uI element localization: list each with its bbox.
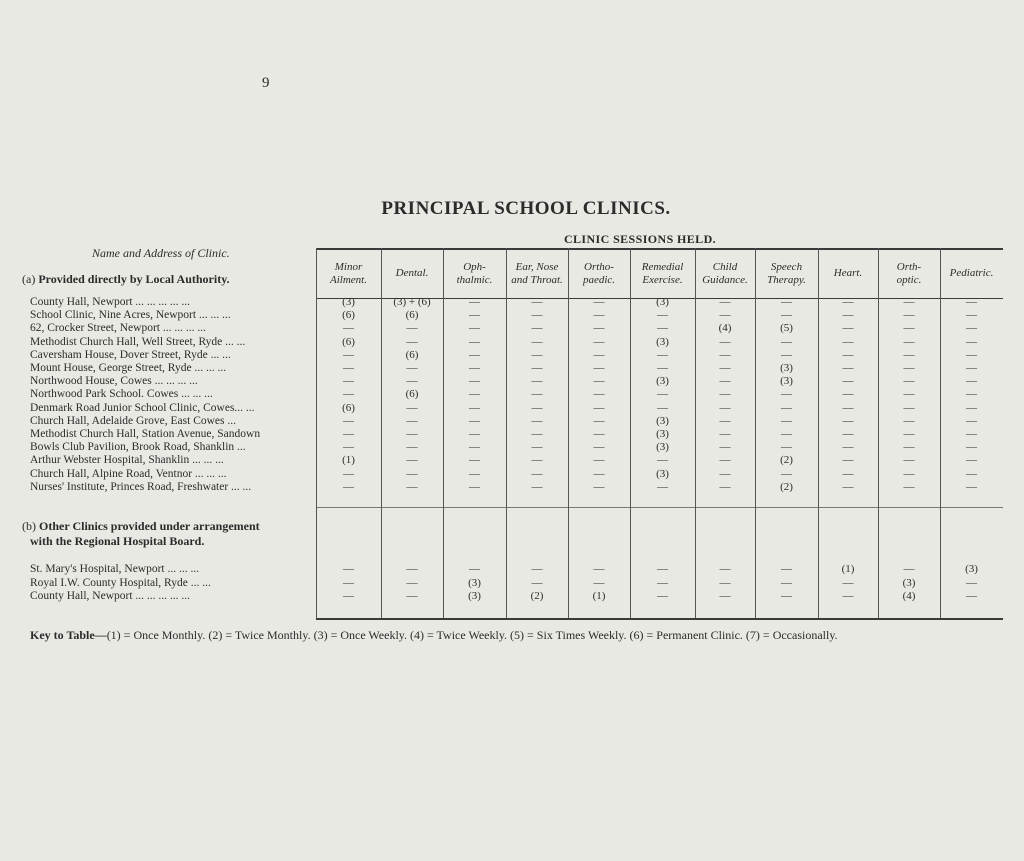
section-a-clinic-name: Denmark Road Junior School Clinic, Cowes... ... (30, 401, 255, 414)
section-a-cell: — (469, 296, 480, 308)
section-b-heading-line2: with the Regional Hospital Board. (30, 534, 205, 548)
section-a-cell: (3) (780, 375, 793, 388)
section-a-cell: — (842, 375, 854, 388)
section-a-cell: — (719, 441, 731, 454)
section-a-cell: — (343, 428, 354, 440)
section-a-cell: — (966, 348, 977, 361)
section-b-cell: — (842, 590, 854, 602)
section-a-clinic-name: Northwood Park School. Cowes ... ... ... (30, 388, 213, 401)
section-a-clinic-name: Caversham House, Dover Street, Ryde ... ... (30, 348, 231, 361)
section-b-cell: — (343, 590, 354, 602)
section-a-cell: — (719, 348, 731, 361)
section-a-cell: — (593, 296, 605, 308)
section-a-cell: — (781, 428, 792, 440)
section-a-cell: — (531, 454, 543, 467)
section-a-title: Provided directly by Local Authority. (38, 272, 230, 286)
section-a-cell: (6) (405, 309, 419, 322)
section-b-cell: — (343, 576, 354, 589)
section-b-clinic-name: St. Mary's Hospital, Newport ... ... ... (30, 563, 200, 575)
column-header (878, 261, 940, 287)
section-a-cell: — (719, 296, 731, 308)
section-a-cell: — (903, 335, 915, 348)
column-header (630, 261, 695, 287)
section-a-cell: — (903, 296, 915, 308)
section-a-cell: (6) (405, 388, 419, 401)
section-a-clinic-name: Methodist Church Hall, Well Street, Ryde ... ... (30, 335, 246, 348)
section-a-cell: — (903, 348, 915, 361)
section-a-cell: — (657, 388, 668, 401)
section-a-cell: — (593, 335, 605, 348)
section-a-cell: — (903, 467, 915, 480)
section-a-cell: — (842, 322, 854, 335)
section-a-cell: — (343, 322, 354, 335)
section-a-clinic-name: Bowls Club Pavilion, Brook Road, Shanklin ... (30, 441, 246, 454)
section-a-cell: (3) (656, 335, 669, 348)
section-a-cell: — (406, 322, 418, 335)
section-a-cell: — (719, 480, 731, 493)
column-header-line1: Ortho- (584, 261, 614, 273)
section-a-cell: — (842, 454, 854, 467)
column-header (695, 261, 755, 287)
section-a-cell: — (966, 388, 977, 401)
section-a-cell: — (966, 467, 977, 480)
section-a-cell: — (343, 441, 354, 454)
column-header-line2: paedic. (582, 274, 616, 286)
section-b-title-line1: Other Clinics provided under arrangement (39, 519, 260, 533)
section-b-cell: — (719, 576, 731, 589)
section-b-cell: (2) (530, 590, 544, 602)
column-header-line1: Remedial (641, 261, 684, 273)
section-a-cell: — (903, 428, 915, 440)
section-a-clinic-name: Mount House, George Street, Ryde ... ... ... (30, 362, 227, 374)
section-b-cell: (3) (468, 576, 481, 589)
section-a-cell: — (343, 388, 354, 401)
section-a-cell: — (343, 348, 354, 361)
section-a-cell: — (343, 414, 354, 427)
section-a-cell: — (531, 428, 543, 440)
section-a-cell: — (842, 362, 854, 374)
section-b-heading (22, 519, 260, 534)
section-a-cell: — (842, 401, 854, 414)
section-a-cell: — (781, 309, 792, 322)
section-a-cell: — (781, 414, 792, 427)
section-a-cell: — (469, 428, 480, 440)
section-a-cell: — (903, 388, 915, 401)
section-a-cell: — (593, 454, 605, 467)
section-b-cell: (3) (468, 590, 481, 602)
section-a-cell: — (781, 401, 792, 414)
section-a-cell: (3) (656, 414, 669, 427)
section-a-cell: — (842, 348, 854, 361)
section-b-cell: — (657, 563, 668, 575)
section-a-cell: — (343, 375, 354, 388)
section-b-cell: — (531, 576, 543, 589)
section-b-cell: — (657, 590, 668, 602)
section-b-cell: — (719, 590, 731, 602)
section-a-cell: — (903, 362, 915, 374)
section-a-cell: — (531, 362, 543, 374)
column-header (755, 261, 818, 287)
section-a-cell: (3) (656, 428, 669, 440)
section-a-clinic-name: Methodist Church Hall, Station Avenue, Sandown (30, 428, 261, 440)
section-a-cell: — (719, 401, 731, 414)
section-a-cell: — (406, 335, 418, 348)
section-a-cell: (6) (405, 348, 419, 361)
section-b-cell: (1) (841, 563, 855, 575)
section-a-cell: — (469, 348, 480, 361)
key-label: Key to Table— (30, 628, 107, 642)
section-a-cell: — (781, 348, 792, 361)
section-a-cell: — (406, 401, 418, 414)
column-header (443, 261, 506, 287)
section-a-cell: — (406, 441, 418, 454)
name-column-header: Name and Address of Clinic. (92, 246, 230, 260)
table-bottom-rule (316, 618, 1003, 620)
section-a-cell: — (531, 348, 543, 361)
section-a-cell: — (531, 480, 543, 493)
section-a-cell: — (531, 309, 543, 322)
section-a-cell: — (842, 388, 854, 401)
section-a-clinic-name: School Clinic, Nine Acres, Newport ... ... ... (30, 309, 231, 322)
section-a-cell: — (719, 335, 731, 348)
section-b-cell: — (781, 590, 792, 602)
section-b-cell: — (343, 563, 354, 575)
section-a-cell: — (593, 401, 605, 414)
sessions-heading: CLINIC SESSIONS HELD. (563, 232, 717, 246)
section-a-cell: — (469, 375, 480, 388)
section-a-cell: — (966, 441, 977, 454)
section-a-cell: — (469, 388, 480, 401)
column-header-line1: Pediatric. (949, 267, 994, 279)
column-header (568, 261, 630, 287)
section-a-cell: — (469, 322, 480, 335)
section-a-cell: — (842, 309, 854, 322)
section-a-cell: — (469, 335, 480, 348)
section-a-cell: — (966, 454, 977, 467)
section-b-cell: — (966, 576, 977, 589)
section-a-cell: — (469, 480, 480, 493)
column-header-line1: Minor (334, 261, 363, 273)
section-a-cell: — (469, 414, 480, 427)
section-a-cell: — (343, 467, 354, 480)
section-a-cell: — (842, 480, 854, 493)
section-a-cell: — (657, 480, 668, 493)
section-a-cell: (6) (342, 335, 355, 348)
section-b-cell: — (531, 563, 543, 575)
section-a-cell: — (966, 401, 977, 414)
section-a-cell: — (903, 414, 915, 427)
section-a-cell: — (781, 296, 792, 308)
section-b-cell: — (657, 576, 668, 589)
section-b-clinic-name: County Hall, Newport ... ... ... ... ... (30, 590, 191, 602)
section-a-cell: — (781, 335, 792, 348)
column-header (506, 261, 568, 287)
section-a-cell: — (593, 309, 605, 322)
section-a-clinic-name: 62, Crocker Street, Newport ... ... ... ... (30, 322, 206, 335)
section-a-cell: — (469, 401, 480, 414)
column-header-line2: and Throat. (511, 274, 563, 286)
section-a-cell: (1) (342, 454, 355, 467)
section-a-cell: — (531, 388, 543, 401)
section-a-cell: — (966, 296, 977, 308)
section-a-cell: (3) (656, 467, 669, 480)
section-a-cell: — (593, 375, 605, 388)
section-b-cell: — (593, 576, 605, 589)
section-a-cell: — (966, 362, 977, 374)
page-title: PRINCIPAL SCHOOL CLINICS. (381, 198, 671, 219)
section-a-cell: — (781, 388, 792, 401)
column-header-line1: Speech (770, 261, 803, 273)
section-a-cell: — (593, 388, 605, 401)
section-a-cell: — (719, 375, 731, 388)
section-a-cell: (3) (656, 375, 669, 388)
section-a-cell: — (719, 428, 731, 440)
section-a-cell: (3) (780, 362, 793, 374)
section-b-clinic-name: Royal I.W. County Hospital, Ryde ... ... (30, 576, 211, 589)
section-a-cell: — (406, 428, 418, 440)
table-top-rule (316, 248, 1003, 250)
section-a-cell: — (469, 441, 480, 454)
section-b-cell: — (781, 563, 792, 575)
section-a-cell: (4) (718, 322, 732, 335)
section-a-cell: — (842, 441, 854, 454)
section-a-marker: (a) (22, 272, 36, 286)
section-a-cell: — (593, 348, 605, 361)
section-a-clinic-name: Nurses' Institute, Princes Road, Freshwater ... ... (30, 480, 252, 493)
section-a-cell: — (343, 480, 354, 493)
section-a-cell: — (903, 480, 915, 493)
column-header-line2: Guidance. (702, 274, 748, 286)
section-a-cell: — (406, 362, 418, 374)
section-a-cell: — (842, 296, 854, 308)
section-a-cell: — (903, 454, 915, 467)
section-a-cell: — (657, 401, 668, 414)
column-header-line1: Oph- (463, 261, 486, 273)
section-b-cell: — (406, 590, 418, 602)
section-a-cell: — (657, 454, 668, 467)
section-a-cell: (3) (656, 441, 669, 454)
section-a-cell: — (966, 335, 977, 348)
page-number: 9 (262, 75, 270, 91)
section-a-cell: — (406, 414, 418, 427)
section-a-cell: — (842, 467, 854, 480)
section-a-cell: — (469, 467, 480, 480)
column-header (818, 267, 878, 280)
section-a-clinic-name: Church Hall, Adelaide Grove, East Cowes ... (30, 414, 236, 427)
section-a-cell: — (966, 375, 977, 388)
section-a-cell: — (966, 309, 977, 322)
section-a-cell: — (593, 467, 605, 480)
section-a-cell: — (593, 414, 605, 427)
column-header (940, 267, 1003, 280)
section-a-cell: — (719, 454, 731, 467)
table-key (30, 628, 838, 643)
section-a-cell: — (531, 296, 543, 308)
section-b-cell: — (903, 563, 915, 575)
section-a-cell: — (781, 467, 792, 480)
section-a-cell: — (966, 428, 977, 440)
section-a-cell: — (593, 362, 605, 374)
section-a-clinic-name: Arthur Webster Hospital, Shanklin ... ... ... (30, 454, 224, 467)
section-a-cell: — (469, 362, 480, 374)
section-a-cell: (3) (342, 296, 355, 308)
section-a-cell: — (406, 480, 418, 493)
section-a-cell: — (903, 322, 915, 335)
section-a-cell: — (531, 441, 543, 454)
section-b-cell: (1) (592, 590, 606, 602)
section-a-cell: — (469, 309, 480, 322)
section-a-cell: (5) (780, 322, 793, 335)
section-a-cell: — (966, 414, 977, 427)
section-a-heading (22, 272, 230, 287)
section-a-clinic-name: County Hall, Newport ... ... ... ... ... (30, 296, 191, 308)
section-a-cell: — (531, 322, 543, 335)
section-a-cell: — (719, 309, 731, 322)
section-b-cell: (3) (902, 576, 916, 589)
section-a-cell: — (657, 322, 668, 335)
section-b-cell: (3) (965, 563, 978, 575)
section-a-cell: — (842, 414, 854, 427)
section-a-cell: — (966, 480, 977, 493)
column-header-line2: Exercise. (642, 274, 683, 286)
section-a-cell: — (406, 454, 418, 467)
section-b-cell: — (469, 563, 480, 575)
section-a-cell: — (719, 467, 731, 480)
section-separator-rule (316, 507, 1003, 508)
section-a-cell: — (343, 362, 354, 374)
section-b-marker: (b) (22, 519, 36, 533)
section-a-cell: — (842, 428, 854, 440)
section-a-cell: — (842, 335, 854, 348)
section-a-cell: — (469, 454, 480, 467)
section-a-cell: — (903, 309, 915, 322)
column-header (316, 261, 381, 287)
column-header-line2: Ailment. (330, 274, 367, 286)
section-a-cell: — (719, 414, 731, 427)
section-b-cell: — (593, 563, 605, 575)
section-b-cell: — (966, 590, 977, 602)
section-a-cell: — (531, 375, 543, 388)
column-header-line2: optic. (896, 274, 922, 286)
section-a-cell: — (903, 441, 915, 454)
column-header-line1: Dental. (395, 267, 429, 279)
section-a-cell: (2) (780, 454, 793, 467)
section-a-cell: — (657, 362, 668, 374)
section-a-cell: — (593, 441, 605, 454)
section-a-cell: (6) (342, 309, 355, 322)
column-header-line2: thalmic. (456, 274, 493, 286)
section-a-cell: — (966, 322, 977, 335)
section-a-cell: — (903, 401, 915, 414)
section-b-cell: — (719, 563, 731, 575)
section-a-clinic-name: Northwood House, Cowes ... ... ... ... (30, 375, 198, 388)
section-a-cell: — (781, 441, 792, 454)
section-a-cell: — (719, 388, 731, 401)
section-a-cell: — (593, 428, 605, 440)
section-a-cell: — (531, 335, 543, 348)
section-a-clinic-name: Church Hall, Alpine Road, Ventnor ... ... ... (30, 467, 227, 480)
section-a-cell: — (593, 480, 605, 493)
section-a-cell: (3) (656, 296, 669, 308)
key-text: (1) = Once Monthly. (2) = Twice Monthly. (3) = Once Weekly. (4) = Twice Weekly. (5) = Six Times Weekly. (6) = Permanent Clinic. (7) = Occasionally. (106, 628, 838, 642)
section-b-cell: — (781, 576, 792, 589)
section-a-cell: — (657, 348, 668, 361)
section-a-cell: — (531, 401, 543, 414)
column-header-line1: Ear, Nose (515, 261, 559, 273)
section-b-cell: (4) (902, 590, 916, 602)
section-a-cell: — (593, 322, 605, 335)
section-a-cell: (6) (342, 401, 355, 414)
column-header-line1: Child (712, 261, 738, 273)
column-header-line1: Heart. (833, 267, 863, 279)
section-a-cell: — (657, 309, 668, 322)
section-b-cell: — (406, 576, 418, 589)
column-header-line1: Orth- (896, 261, 922, 273)
section-a-cell: (2) (780, 480, 793, 493)
section-a-cell: — (406, 375, 418, 388)
section-a-cell: — (719, 362, 731, 374)
section-a-cell: (3) + (6) (393, 296, 431, 308)
column-header-line2: Therapy. (767, 274, 806, 286)
section-a-cell: — (406, 467, 418, 480)
section-b-cell: — (406, 563, 418, 575)
section-a-cell: — (531, 414, 543, 427)
section-a-cell: — (903, 375, 915, 388)
column-header (381, 267, 443, 280)
section-b-cell: — (842, 576, 854, 589)
section-a-cell: — (531, 467, 543, 480)
